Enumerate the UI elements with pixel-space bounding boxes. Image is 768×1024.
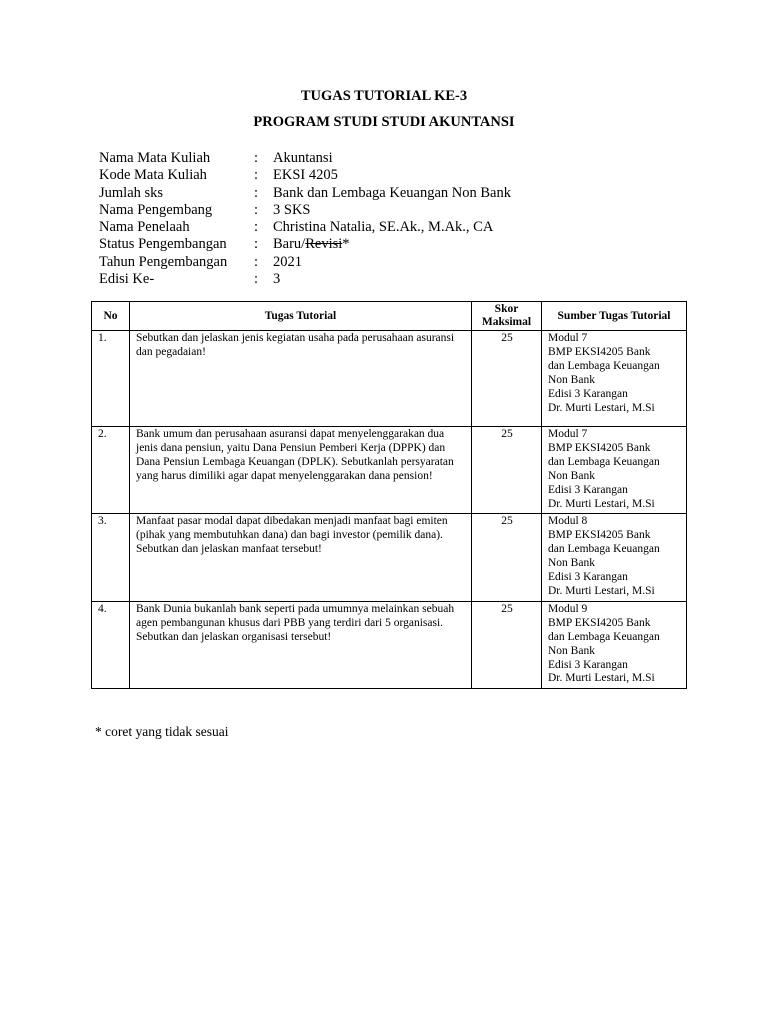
info-row-kode-mata-kuliah	[99, 167, 511, 184]
source-line: Modul 8	[548, 515, 588, 528]
row-number: 4.	[92, 601, 130, 688]
source-line: BMP EKSI4205 Bank	[548, 441, 651, 454]
info-value: 3 SKS	[273, 201, 311, 218]
info-colon: :	[254, 184, 259, 201]
task-source	[542, 427, 687, 514]
info-label: Nama Pengembang	[99, 201, 213, 218]
task-source	[542, 331, 687, 427]
source-line: dan Lembaga Keuangan	[548, 359, 660, 372]
source-line: BMP EKSI4205 Bank	[548, 529, 651, 542]
source-line: Edisi 3 Karangan	[548, 571, 628, 584]
source-line: Modul 9	[548, 602, 588, 615]
info-row-nama-pengembang	[99, 202, 511, 219]
info-colon: :	[254, 167, 259, 184]
max-score: 25	[472, 601, 542, 688]
source-line: Modul 7	[548, 428, 588, 440]
status-baru: Baru/	[273, 236, 306, 253]
info-label: Edisi Ke-	[99, 271, 155, 288]
header-tugas-tutorial: Tugas Tutorial	[130, 302, 472, 331]
source-line: Non Bank	[548, 644, 595, 657]
task-text: Bank umum dan perusahaan asuransi dapat menyelenggarakan dua jenis dana pensiun, yaitu Dana Pensiun Pemberi Kerja (DPPK) dan Dana Pensiun Lembaga Keuangan (DPLK). Sebutkanlah persyaratan yang harus dimiliki agar dapat menyelenggarakan dana pension!	[130, 427, 472, 514]
source-line: Edisi 3 Karangan	[548, 658, 628, 671]
row-number: 1.	[92, 331, 130, 427]
info-colon: :	[254, 271, 259, 288]
task-text: Manfaat pasar modal dapat dibedakan menjadi manfaat bagi emiten (pihak yang membutuhkan dana) dan bagi investor (pemilik dana). Sebutkan dan jelaskan manfaat tersebut!	[130, 514, 472, 601]
source-line: Edisi 3 Karangan	[548, 387, 628, 400]
info-label: Jumlah sks	[99, 184, 164, 201]
info-colon: :	[254, 253, 259, 270]
info-colon: :	[254, 236, 259, 253]
info-colon: :	[254, 201, 259, 218]
info-label: Nama Penelaah	[99, 219, 190, 236]
source-line: Modul 7	[548, 332, 588, 344]
source-line: dan Lembaga Keuangan	[548, 455, 660, 468]
source-line: dan Lembaga Keuangan	[548, 630, 660, 643]
task-source	[542, 601, 687, 688]
header-no: No	[92, 302, 130, 331]
max-score: 25	[472, 331, 542, 427]
table-row	[92, 427, 687, 514]
info-label: Nama Mata Kuliah	[99, 150, 211, 166]
header-skor-line2: Maksimal	[481, 316, 532, 328]
task-source	[542, 514, 687, 601]
header-skor-maksimal	[472, 302, 542, 331]
info-colon: :	[254, 219, 259, 236]
info-value: Bank dan Lembaga Keuangan Non Bank	[273, 184, 511, 201]
table-header-row	[92, 302, 687, 331]
info-row-jumlah-sks	[99, 185, 511, 202]
source-line: Edisi 3 Karangan	[548, 483, 628, 496]
info-label: Tahun Pengembangan	[99, 253, 228, 270]
info-value: EKSI 4205	[273, 167, 338, 184]
max-score: 25	[472, 514, 542, 601]
max-score: 25	[472, 427, 542, 514]
source-line: Non Bank	[548, 557, 595, 570]
status-asterisk: *	[342, 236, 350, 253]
source-line: Dr. Murti Lestari, M.Si	[548, 672, 655, 685]
info-value: Akuntansi	[273, 150, 333, 166]
header-skor-line1: Skor	[494, 303, 519, 315]
table-row	[92, 331, 687, 427]
header-sumber-tugas: Sumber Tugas Tutorial	[542, 302, 687, 331]
info-row-tahun-pengembangan	[99, 254, 511, 271]
info-value: Christina Natalia, SE.Ak., M.Ak., CA	[273, 219, 494, 236]
source-line: BMP EKSI4205 Bank	[548, 345, 651, 358]
info-value: 2021	[273, 253, 302, 270]
info-row-nama-penelaah	[99, 219, 511, 236]
row-number: 3.	[92, 514, 130, 601]
document-title: TUGAS TUTORIAL KE-3	[300, 88, 468, 104]
info-row-edisi	[99, 271, 511, 288]
source-line: Dr. Murti Lestari, M.Si	[548, 401, 655, 414]
table-row	[92, 601, 687, 688]
info-row-nama-mata-kuliah	[99, 150, 511, 167]
info-label: Status Pengembangan	[99, 236, 227, 253]
footnote: * coret yang tidak sesuai	[95, 724, 229, 739]
source-line: Non Bank	[548, 373, 595, 386]
info-colon: :	[254, 150, 259, 166]
table-row	[92, 514, 687, 601]
source-line: Dr. Murti Lestari, M.Si	[548, 584, 655, 597]
task-text: Sebutkan dan jelaskan jenis kegiatan usaha pada perusahaan asuransi dan pegadaian!	[130, 331, 472, 427]
info-row-status-pengembangan	[99, 236, 511, 253]
program-title: PROGRAM STUDI STUDI AKUNTANSI	[253, 114, 515, 130]
source-line: Dr. Murti Lestari, M.Si	[548, 497, 655, 510]
course-info	[99, 150, 511, 288]
info-value: 3	[273, 271, 281, 288]
source-line: BMP EKSI4205 Bank	[548, 616, 651, 629]
status-revisi-struck: Revisi	[305, 236, 343, 253]
row-number: 2.	[92, 427, 130, 514]
info-label: Kode Mata Kuliah	[99, 167, 207, 184]
source-line: dan Lembaga Keuangan	[548, 543, 660, 556]
task-text: Bank Dunia bukanlah bank seperti pada umumnya melainkan sebuah agen pembangunan khusus dari PBB yang terdiri dari 5 organisasi. Sebutkan dan jelaskan organisasi tersebut!	[130, 601, 472, 688]
source-line: Non Bank	[548, 469, 595, 482]
tutorial-task-table	[91, 301, 687, 689]
